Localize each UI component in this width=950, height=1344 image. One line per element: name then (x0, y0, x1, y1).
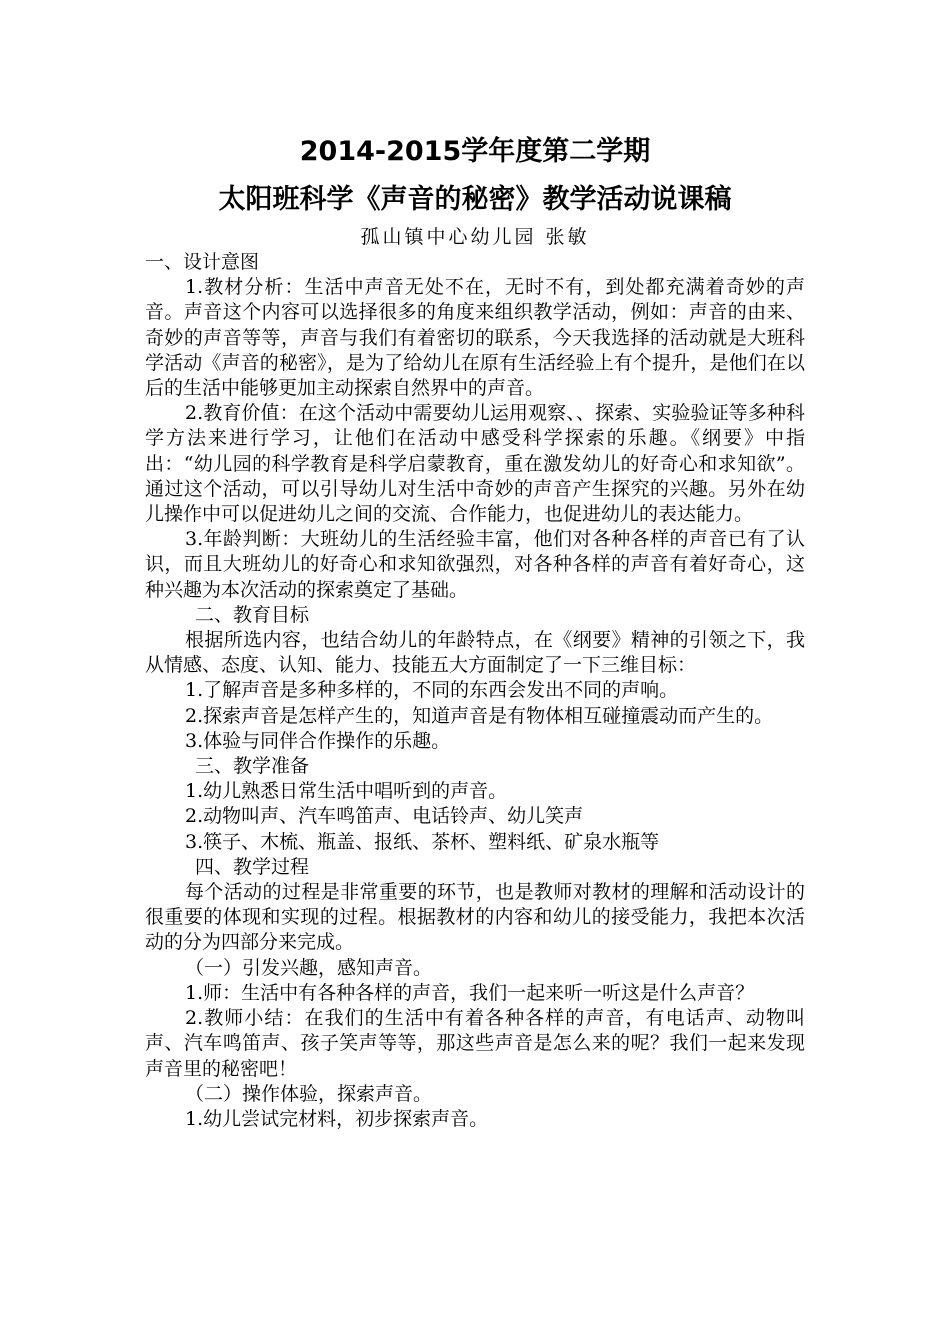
list-item-prep-1: 1.幼儿熟悉日常生活中唱听到的声音。 (185, 780, 508, 803)
paragraph-educational-value: 2.教育价值：在这个活动中需要幼儿运用观察、、探索、实验验证等多种科学方法来进行学习，让他们在活动中感受科学探索的乐趣。《纲要》中指出：“幼儿园的科学教育是科学启蒙教育，重在激发幼儿的好奇心和求知欲”。通过这个活动，可以引导幼儿对生活中奇妙的声音产生探究的兴趣。另外在幼儿操作中可以促进幼儿之间的交流、合作能力，也促进幼儿的表达能力。 (145, 402, 805, 526)
section-heading-preparation: 三、教学准备 (195, 755, 310, 778)
section-heading-education-goals: 二、教育目标 (195, 603, 310, 626)
section-heading-design-intent: 一、设计意图 (145, 251, 260, 273)
subsection-heading-1: （一）引发兴趣，感知声音。 (185, 956, 433, 979)
list-item-step-3: 1.幼儿尝试完材料，初步探索声音。 (185, 1107, 489, 1130)
list-item-step-1: 1.师：生活中有各种各样的声音，我们一起来听一听这是什么声音？ (185, 981, 755, 1004)
list-item-prep-3: 3.筷子、木梳、瓶盖、报纸、茶杯、塑料纸、矿泉水瓶等 (185, 830, 660, 853)
paragraph-process-intro: 每个活动的过程是非常重要的环节，也是教师对教材的理解和活动设计的很重要的体现和实现的过程。根据教材的内容和幼儿的接受能力，我把本次活动的分为四部分来完成。 (145, 881, 805, 954)
paragraph-material-analysis: 1.教材分析：生活中声音无处不在，无时不有，到处都充满着奇妙的声音。声音这个内容可以选择很多的角度来组织教学活动，例如：声音的由来、奇妙的声音等等，声音与我们有着密切的联系，今天我选择的活动就是大班科学活动《声音的秘密》，是为了给幼儿在原有生活经验上有个提升，是他们在以后的生活中能够更加主动探索自然界中的声音。 (145, 276, 805, 400)
list-item-prep-2: 2.动物叫声、汽车鸣笛声、电话铃声、幼儿笑声 (185, 805, 584, 828)
list-item-goal-1: 1.了解声音是多种多样的，不同的东西会发出不同的声响。 (185, 679, 679, 702)
subsection-heading-2: （二）操作体验，探索声音。 (185, 1082, 433, 1105)
document-body (145, 250, 805, 1132)
list-item-step-2: 2.教师小结：在我们的生活中有着各种各样的声音，有电话声、动物叫声、汽车鸣笛声、孩子笑声等等，那这些声音是怎么来的呢？我们一起来发现声音里的秘密吧！ (145, 1007, 805, 1080)
document-title-line2: 太阳班科学《声音的秘密》教学活动说课稿 (218, 184, 732, 215)
section-heading-process: 四、教学过程 (195, 855, 310, 878)
paragraph-age-judgement: 3.年龄判断：大班幼儿的生活经验丰富，他们对各种各样的声音已有了认识，而且大班幼儿的好奇心和求知欲强烈，对各种各样的声音有着好奇心，这种兴趣为本次活动的探索奠定了基础。 (145, 528, 805, 601)
author-line: 孤山镇中心幼儿园 张敏 (360, 226, 590, 248)
list-item-goal-3: 3.体验与同伴合作操作的乐趣。 (185, 729, 451, 752)
document-title-line1: 2014-2015学年度第二学期 (299, 136, 651, 167)
paragraph-goals-intro: 根据所选内容，也结合幼儿的年龄特点，在《纲要》精神的引领之下，我从情感、态度、认知、能力、技能五大方面制定了一下三维目标： (145, 629, 805, 677)
list-item-goal-2: 2.探索声音是怎样产生的，知道声音是有物体相互碰撞震动而产生的。 (185, 704, 774, 727)
